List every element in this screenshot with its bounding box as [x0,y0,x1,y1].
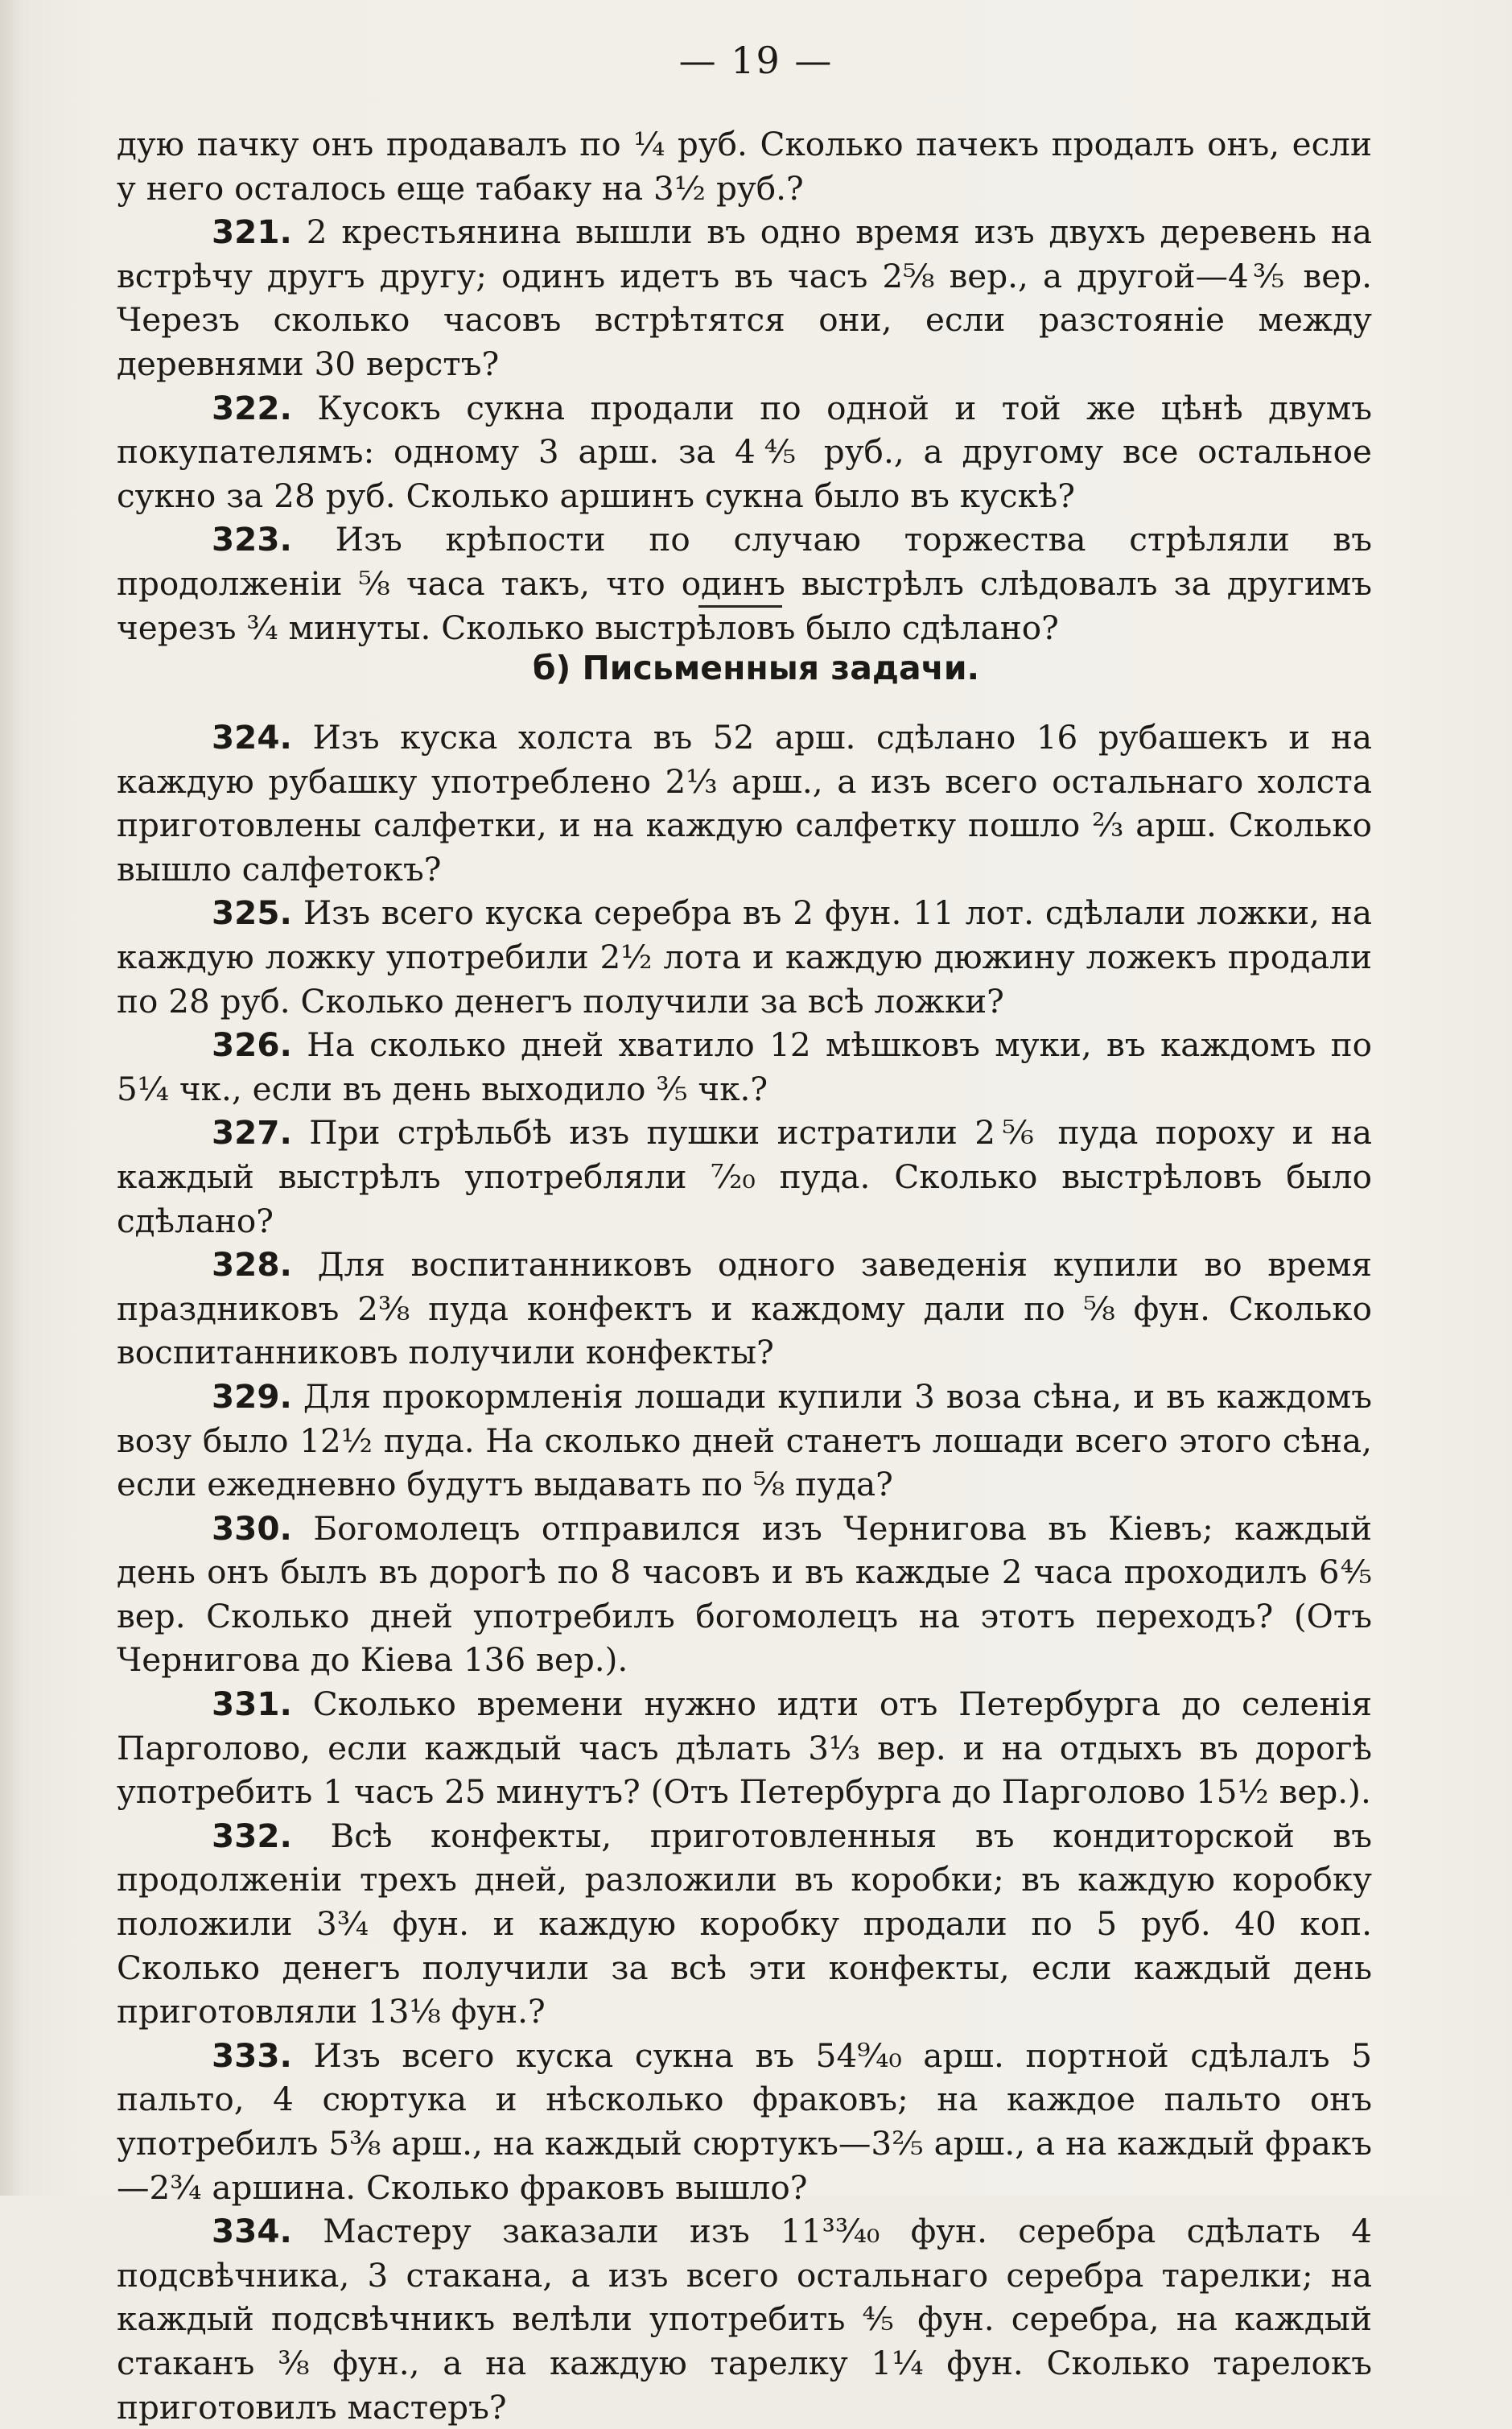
problem-text: 2 крестьянина вышли въ одно время изъ двухъ деревень на встрѣчу другъ другу; одинъ идетъ въ часъ 2⅝ вер., а другой—4⅗ вер. Черезъ сколько часовъ встрѣтятся они, если разстояніе между деревнями 30 верстъ? [117,212,1372,383]
problem-text: Для прокормленія лошади купили 3 воза сѣна, и въ каждомъ возу было 12½ пуда. На сколько дней станетъ лошади всего этого сѣна, если ежедневно будутъ выдавать по ⅝ пуда? [117,1376,1372,1504]
problem-326 [117,1023,1372,1111]
problem-number: 329. [212,1376,292,1416]
problem-325 [117,891,1372,1023]
problem-number: 322. [212,388,292,427]
problem-323 [117,518,1372,650]
problem-number: 333. [212,2035,292,2075]
problem-number: 331. [212,1685,292,1724]
written-problems [117,716,1372,2429]
problem-text: дую пачку онъ продавалъ по ¼ руб. Сколько пачекъ продалъ онъ, если у него осталось еще табаку на 3½ руб.? [117,125,1372,208]
problem-number: 325. [212,893,292,933]
problem-number: 326. [212,1025,292,1065]
page-number: — 19 — [678,39,834,82]
problem-321 [117,210,1372,386]
problem-334 [117,2209,1372,2429]
problem-text: Мастеру заказали изъ 11³³⁄₄₀ фун. серебра сдѣлать 4 подсвѣчника, 3 стакана, а изъ всего остальнаго серебра тарелки; на каждый подсвѣчникъ велѣли употребить ⅘ фун. серебра, на каждый стаканъ ⅜ фун., а на каждую тарелку 1¼ фун. Сколько тарелокъ приготовилъ мастеръ? [117,2212,1372,2427]
problem-328 [117,1243,1372,1375]
problem-number: 332. [212,1816,292,1855]
problem-number: 330. [212,1508,292,1548]
section-heading: б) Письменныя задачи. [532,649,980,687]
problem-330 [117,1507,1372,1682]
problem-text: Изъ всего куска серебра въ 2 фун. 11 лот. сдѣлали ложки, на каждую ложку употребили 2½ лота и каждую дюжину ложекъ продали по 28 руб. Сколько денегъ получили за всѣ ложки? [117,893,1372,1021]
problem-text: Изъ крѣпости по случаю торжества стрѣляли въ продолженіи ⅝ часа такъ, что одинъ выстрѣлъ слѣдовалъ за другимъ черезъ ¾ минуты. Сколько выстрѣловъ было сдѣлано? [117,520,1372,647]
problems-continued [117,122,1372,650]
problem-332 [117,1814,1372,2034]
problem-text: Богомолецъ отправился изъ Чернигова въ Кіевъ; каждый день онъ былъ въ дорогѣ по 8 часовъ и въ каждые 2 часа проходилъ 6⅘ вер. Сколько дней употребилъ богомолецъ на этотъ переходъ? (Отъ Чернигова до Кіева 136 вер.). [117,1508,1372,1680]
problem-text: Всѣ конфекты, приготовленныя въ кондиторской въ продолженіи трехъ дней, разложили въ коробки; въ каждую коробку положили 3¾ фун. и каждую коробку продали по 5 руб. 40 коп. Сколько денегъ получили за всѣ эти конфекты, если каждый день приготовляли 13⅛ фун.? [117,1816,1372,2031]
problem-text: Кусокъ сукна продали по одной и той же цѣнѣ двумъ покупателямъ: одному 3 арш. за 4⅘ руб., а другому все остальное сукно за 28 руб. Сколько аршинъ сукна было въ кускѣ? [117,388,1372,515]
problem-number: 321. [212,212,292,252]
problem-number: 334. [212,2212,292,2251]
problem-number: 327. [212,1113,292,1153]
problem-text: При стрѣльбѣ изъ пушки истратили 2⅚ пуда пороху и на каждый выстрѣлъ употребляли ⁷⁄₂₀ пуда. Сколько выстрѣловъ было сдѣлано? [117,1113,1372,1240]
problem-324 [117,716,1372,891]
problem-329 [117,1375,1372,1507]
problem-331 [117,1682,1372,1814]
problem-text: Изъ куска холста въ 52 арш. сдѣлано 16 рубашекъ и на каждую рубашку употреблено 2⅓ арш., а изъ всего остальнаго холста приготовлены салфетки, и на каждую салфетку пошло ⅔ арш. Сколько вышло салфетокъ? [117,718,1372,889]
problem-322 [117,386,1372,518]
problem-text: Сколько времени нужно идти отъ Петербурга до селенія Парголово, если каждый часъ дѣлать 3⅓ вер. и на отдыхъ въ дорогѣ употребить 1 часъ 25 минутъ? (Отъ Петербурга до Парголово 15½ вер.). [117,1685,1372,1812]
problem-number: 328. [212,1245,292,1285]
section-divider [698,605,782,608]
problem-text: Для воспитанниковъ одного заведенія купили во время праздниковъ 2⅜ пуда конфектъ и каждому дали по ⅝ фун. Сколько воспитанниковъ получили конфекты? [117,1245,1372,1372]
problem-number: 324. [212,718,292,757]
problem-327 [117,1111,1372,1243]
problem-333 [117,2034,1372,2209]
problem-number: 323. [212,520,292,559]
problem-text: На сколько дней хватило 12 мѣшковъ муки, въ каждомъ по 5¼ чк., если въ день выходило ⅗ чк.? [117,1025,1372,1108]
problem-text: Изъ всего куска сукна въ 54⁹⁄₄₀ арш. портной сдѣлалъ 5 пальто, 4 сюртука и нѣсколько фраковъ; на каждое пальто онъ употребилъ 5⅜ арш., на каждый сюртукъ—3⅖ арш., а на каждый фракъ—2¾ аршина. Сколько фраковъ вышло? [117,2035,1372,2207]
problem-320-continuation [117,122,1372,210]
